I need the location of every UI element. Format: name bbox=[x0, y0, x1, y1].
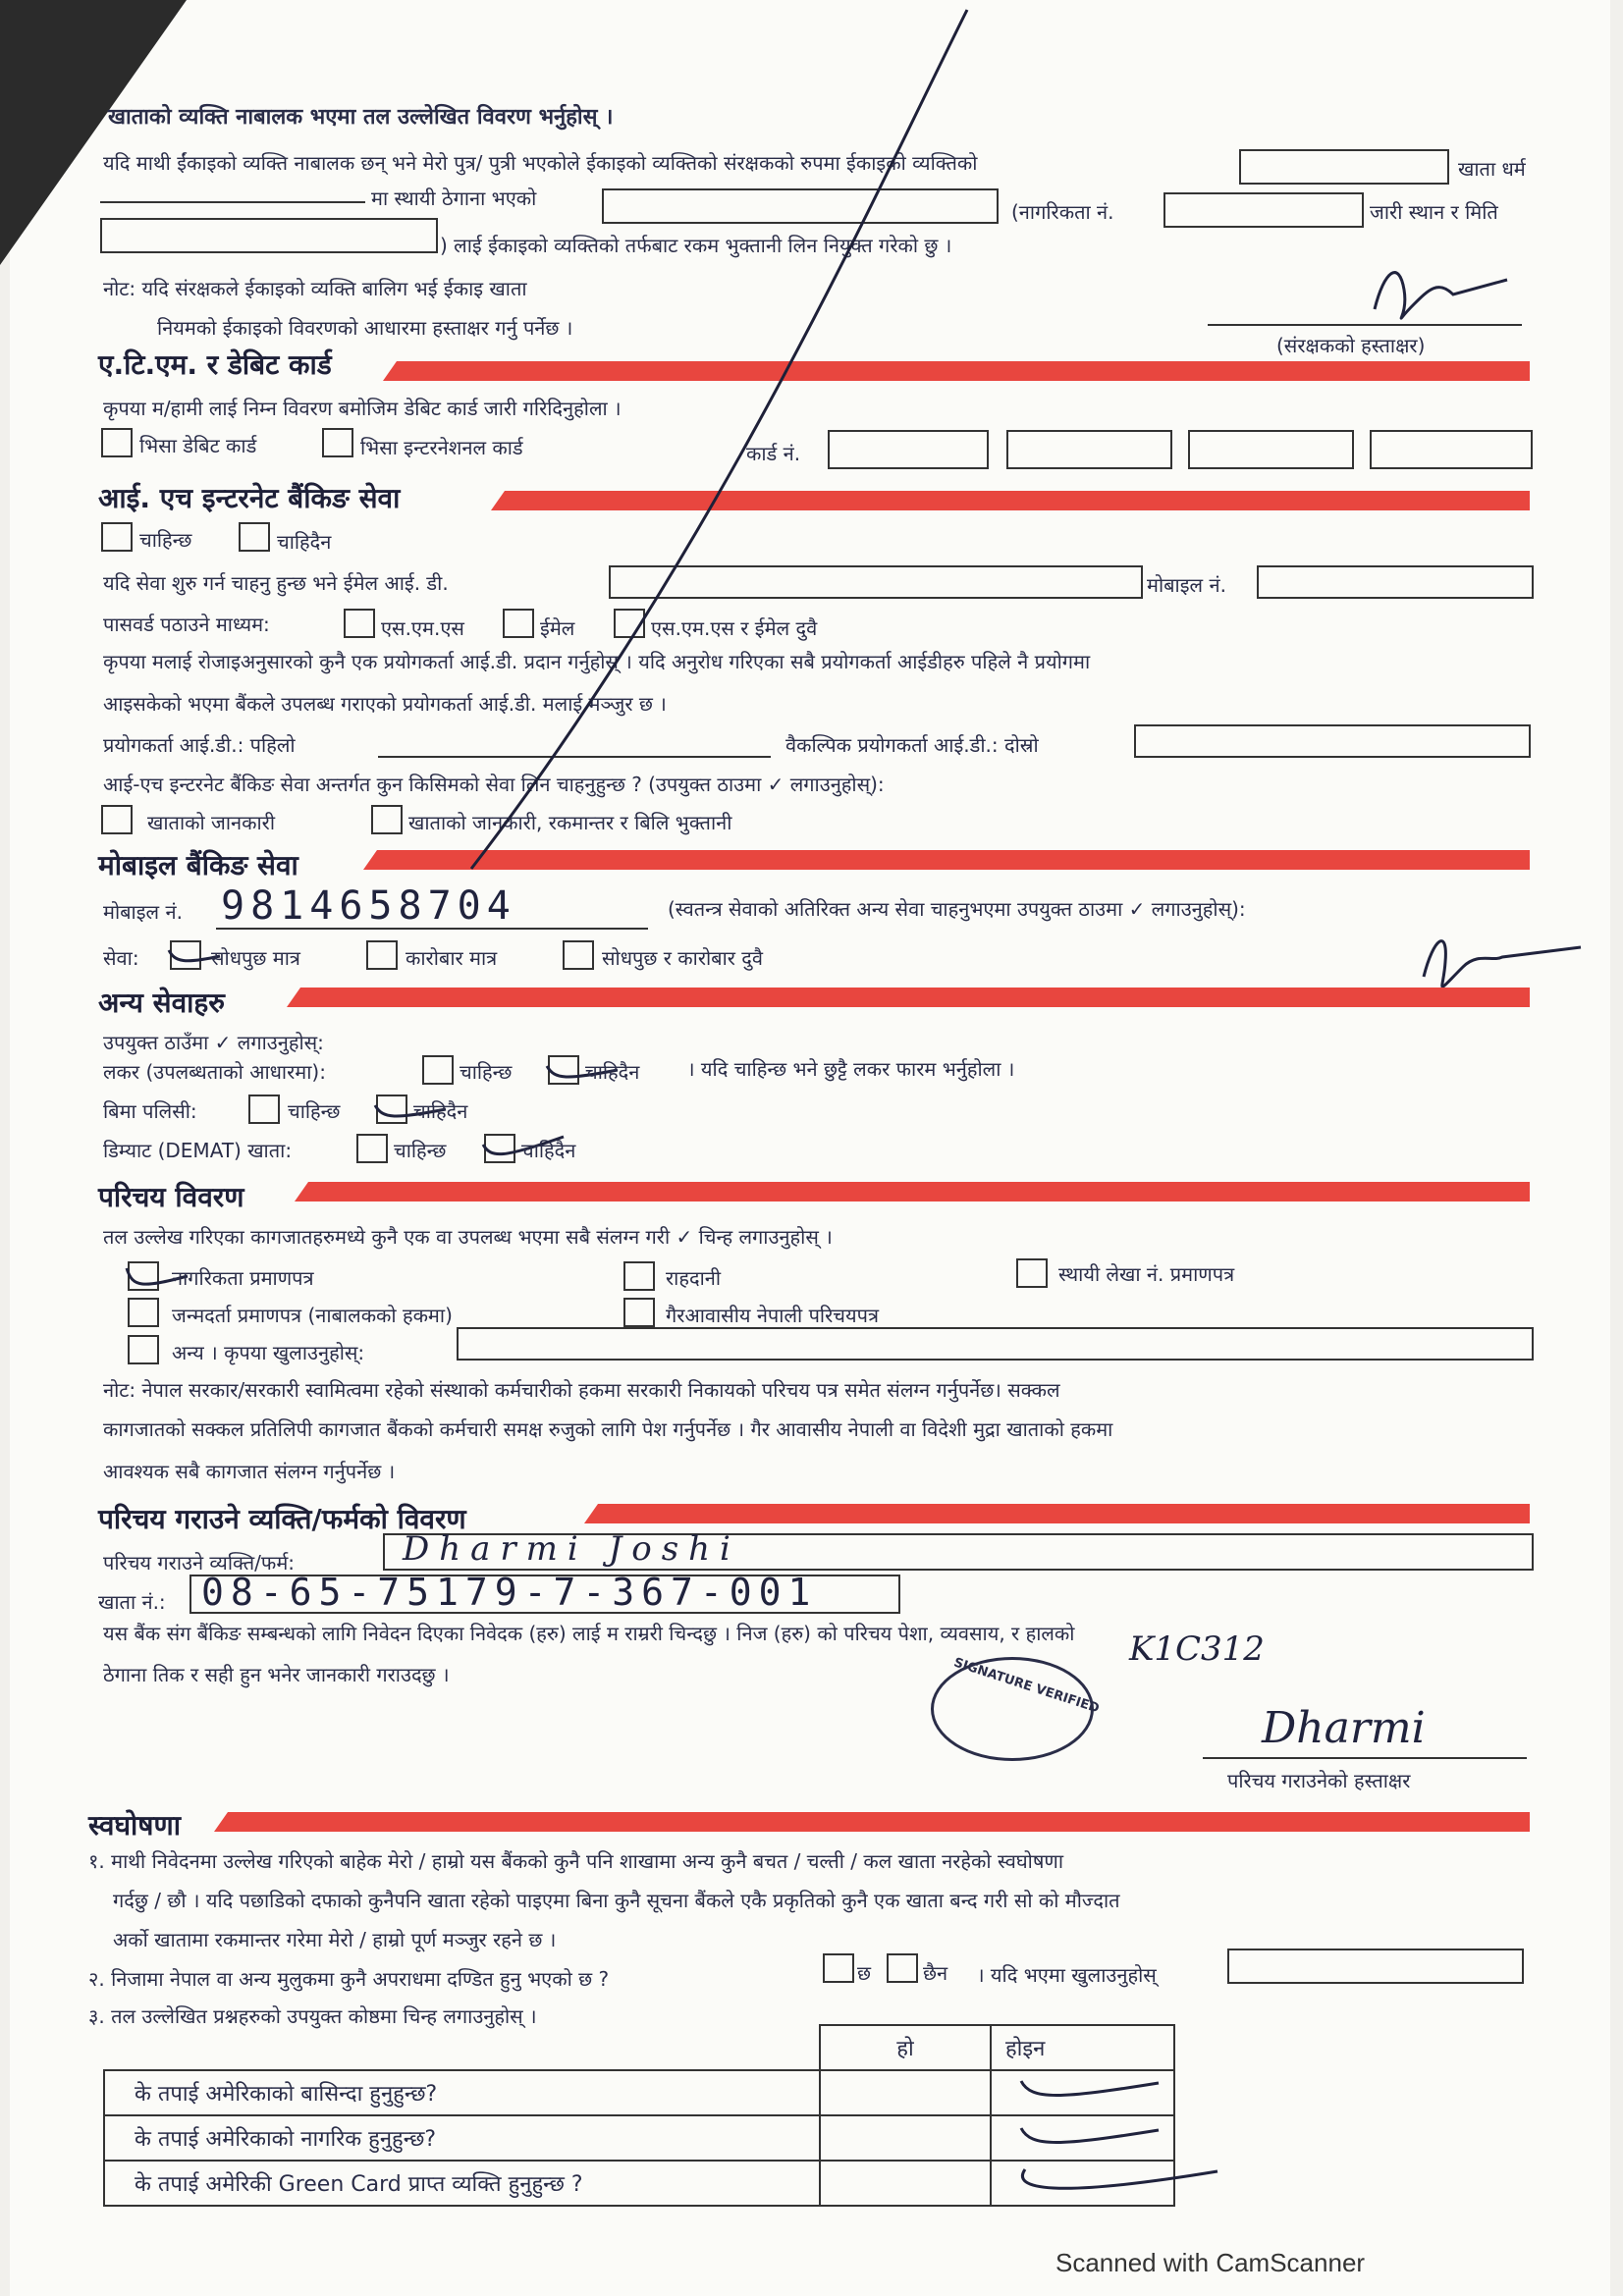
declaration-section-bar bbox=[214, 1812, 1530, 1832]
svc-info-checkbox[interactable] bbox=[101, 805, 133, 834]
demat-yes-checkbox[interactable] bbox=[356, 1134, 388, 1163]
decl-p3: ३. तल उल्लेखित प्रश्नहरुको उपयुक्त कोष्ठमा चिन्ह लगाउनुहोस् । bbox=[88, 2004, 537, 2028]
introducer-sign-label: परिचय गराउनेको हस्ताक्षर bbox=[1227, 1769, 1411, 1792]
introducer-acct-label: खाता नं.: bbox=[98, 1590, 166, 1614]
minor-line2-end1: (नागरिकता नं. bbox=[1011, 200, 1114, 224]
decl-p1a: १. माथी निवेदनमा उल्लेख गरिएको बाहेक मेरो / हाम्रो यस बैंकको कुनै पनि शाखामा अन्य कुनै बचत / चल्ती / कल खाता नरहेको स्वघोषणा bbox=[88, 1849, 1064, 1873]
minor-line1: यदि माथी ईंकाइको व्यक्ति नाबालक छन् भने मेरो पुत्र/ पुत्री भएकोले ईकाइको व्यक्तिको संरक्षकको रुपमा ईकाइको व्यक्तिको bbox=[103, 151, 978, 175]
introducer-section-bar bbox=[584, 1504, 1530, 1523]
doc-other-label: अन्य । कृपया खुलाउनुहोस्: bbox=[172, 1341, 365, 1364]
bima-label: बिमा पलिसी: bbox=[103, 1099, 197, 1123]
mbank-svc-label: सेवा: bbox=[103, 946, 139, 970]
crime-detail-field[interactable] bbox=[1227, 1949, 1524, 1984]
introducer-name-label: परिचय गराउने व्यक्ति/फर्म: bbox=[103, 1551, 296, 1575]
crime-yes-label: छ bbox=[857, 1961, 872, 1985]
demat-label: डिम्याट (DEMAT) खाता: bbox=[103, 1139, 293, 1162]
pwd-sms-label: एस.एम.एस bbox=[381, 616, 464, 640]
crime-yes-checkbox[interactable] bbox=[823, 1953, 854, 1983]
decl-p2: २. निजामा नेपाल वा अन्य मुलुकमा कुनै अपराधमा दण्डित हुनु भएको छ ? bbox=[88, 1967, 610, 1991]
other-section-title: अन्य सेवाहरु bbox=[98, 987, 226, 1019]
minor-note1: नोट: यदि संरक्षकले ईकाइको व्यक्ति बालिग भई ईकाइ खाता bbox=[103, 277, 527, 300]
locker-label: लकर (उपलब्धताको आधारमा): bbox=[103, 1060, 326, 1084]
introducer-desc2: ठेगाना तिक र सही हुन भनेर जानकारी गराउदछु । bbox=[103, 1663, 450, 1686]
minor-line1-end: खाता धर्म bbox=[1458, 157, 1526, 181]
visa-intl-checkbox[interactable] bbox=[322, 428, 353, 457]
identity-note3: आवश्यक सबै कागजात संलग्न गर्नुपर्नेछ । bbox=[103, 1460, 396, 1483]
crime-no-checkbox[interactable] bbox=[887, 1953, 918, 1983]
locker-note: । यदि चाहिन्छ भने छुट्टै लकर फारम भर्नुहोला । bbox=[687, 1057, 1015, 1081]
pwd-label: पासवर्ड पठाउने माध्यम: bbox=[103, 613, 270, 636]
ibank-yes-label: चाहिन्छ bbox=[139, 528, 192, 552]
stamp-text: SIGNATURE VERIFIED bbox=[951, 1655, 1102, 1717]
userid2-field[interactable] bbox=[1134, 724, 1531, 758]
fatca-no-checkmarks bbox=[1011, 2061, 1227, 2218]
ibank-mobile-field[interactable] bbox=[1257, 565, 1534, 599]
bima-no-label: चाहिदैन bbox=[413, 1099, 468, 1123]
bima-yes-label: चाहिन्छ bbox=[288, 1099, 341, 1123]
minor-heading: खाताको व्यक्ति नाबालक भएमा तल उल्लेखित विवरण भर्नुहोस् । bbox=[108, 105, 614, 130]
userid-line2: आइसकेको भएमा बैंकले उपलब्ध गराएको प्रयोगकर्ता आई.डी. मलाई मञ्जुर छ । bbox=[103, 692, 667, 716]
demat-no-label: चाहिदैन bbox=[521, 1139, 576, 1162]
fatca-col-no: होइन bbox=[991, 2025, 1174, 2070]
bima-yes-checkbox[interactable] bbox=[248, 1095, 280, 1124]
identity-instr: तल उल्लेख गरिएका कागजातहरुमध्ये कुनै एक वा उपलब्ध भएमा सबै संलग्न गरी ✓ चिन्ह लगाउनुहोस् । bbox=[103, 1225, 833, 1249]
card-no-label: कार्ड नं. bbox=[746, 442, 801, 465]
userid1-label: प्रयोगकर्ता आई.डी.: पहिलो bbox=[103, 733, 296, 757]
locker-yes-label: चाहिन्छ bbox=[460, 1060, 513, 1084]
fatca-q1: के तपाई अमेरिकाको बासिन्दा हुनुहुन्छ? bbox=[104, 2070, 820, 2115]
atm-desc: कृपया म/हामी लाई निम्न विवरण बमोजिम डेबिट कार्ड जारी गरिदिनुहोला । bbox=[103, 397, 622, 420]
fatca-q2-yes-cell[interactable] bbox=[820, 2115, 991, 2161]
identity-note2: कागजातको सक्कल प्रतिलिपी कागजात बैंकको कर्मचारी समक्ष रुजुको लागि पेश गर्नुपर्नेछ । गैर आवासीय नेपाली वा विदेशी मुद्रा खाताको हकमा bbox=[103, 1417, 1113, 1441]
identity-note1: नोट: नेपाल सरकार/सरकारी स्वामित्वमा रहेको संस्थाको कर्मचारीको हकमा सरकारी निकायको परिचय पत्र समेत संलग्न गर्नुपर्नेछ। सक्कल bbox=[103, 1378, 1060, 1402]
locker-yes-checkbox[interactable] bbox=[422, 1055, 454, 1085]
visa-intl-label: भिसा इन्टरनेशनल कार्ड bbox=[360, 436, 523, 459]
doc-other-field[interactable] bbox=[457, 1327, 1534, 1361]
mbank-both-label: सोधपुछ र कारोबार दुवै bbox=[602, 946, 764, 970]
doc-nrn-checkbox[interactable] bbox=[623, 1298, 655, 1327]
mbank-note: (स्वतन्त्र सेवाको अतिरिक्त अन्य सेवा चाहनुभएमा उपयुक्त ठाउमा ✓ लगाउनुहोस्): bbox=[668, 897, 1246, 921]
decl-p1b: गर्दछु / छौ । यदि पछाडिको दफाको कुनैपनि खाता रहेको पाइएमा बिना कुनै सूचना बैंकले एकै प्रकृतिको कुनै एक खाता बन्द गरी सो को मौज्दात bbox=[113, 1889, 1120, 1912]
mbank-mobile-label: मोबाइल नं. bbox=[103, 900, 183, 924]
doc-passport-checkbox[interactable] bbox=[623, 1261, 655, 1291]
ibank-mobile-label: मोबाइल नं. bbox=[1147, 573, 1226, 597]
locker-no-label: चाहिदैन bbox=[585, 1060, 640, 1084]
mbank-both-checkbox[interactable] bbox=[563, 940, 594, 970]
doc-passport-label: राहदानी bbox=[666, 1266, 722, 1290]
fatca-q3-yes-cell[interactable] bbox=[820, 2161, 991, 2206]
fatca-q2: के तपाई अमेरिकाको नागरिक हुनुहुन्छ? bbox=[104, 2115, 820, 2161]
svc-info-label: खाताको जानकारी bbox=[147, 811, 276, 834]
strike-through-line bbox=[461, 0, 992, 883]
ibank-yes-checkbox[interactable] bbox=[101, 522, 133, 552]
introducer-sign-line bbox=[1203, 1757, 1527, 1759]
pwd-both-label: एस.एम.एस र ईमेल दुवै bbox=[651, 616, 818, 640]
demat-yes-label: चाहिन्छ bbox=[394, 1139, 447, 1162]
doc-other-checkbox[interactable] bbox=[128, 1335, 159, 1364]
other-section-bar bbox=[287, 988, 1530, 1007]
mbank-section-title: मोबाइल बैंकिङ सेवा bbox=[98, 849, 298, 881]
mbank-mobile-line bbox=[216, 928, 648, 930]
introducer-acct-value: 08-65-75179-7-367-001 bbox=[201, 1571, 818, 1614]
scanner-watermark: Scanned with CamScanner bbox=[1055, 2248, 1366, 2277]
guardian-sign-label: (संरक्षकको हस्ताक्षर) bbox=[1276, 334, 1426, 357]
mbank-txn-checkbox[interactable] bbox=[366, 940, 398, 970]
doc-birth-checkbox[interactable] bbox=[128, 1298, 159, 1327]
minor-note2: नियमको ईकाइको विवरणको आधारमा हस्ताक्षर गर्नु पर्नेछ । bbox=[157, 316, 573, 340]
guardian-citizenship-field[interactable] bbox=[1163, 192, 1364, 228]
decl-p1c: अर्को खातामा रकमान्तर गरेमा मेरो / हाम्रो पूर्ण मञ्जुर रहने छ । bbox=[113, 1928, 557, 1951]
visa-debit-label: भिसा डेबिट कार्ड bbox=[139, 434, 257, 457]
fatca-q1-yes-cell[interactable] bbox=[820, 2070, 991, 2115]
introducer-desc1: यस बैंक संग बैंकिङ सम्बन्धको लागि निवेदन दिएका निवेदक (हरु) लाई म राम्ररी चिन्दछु । निज (हरु) को परिचय पेशा, व्यवसाय, र हालको bbox=[103, 1622, 1075, 1645]
pwd-sms-checkbox[interactable] bbox=[344, 609, 375, 638]
declaration-section-title: स्वघोषणा bbox=[88, 1809, 181, 1842]
crime-no-label: छैन bbox=[923, 1961, 948, 1985]
guardian-issue-field[interactable] bbox=[100, 218, 438, 253]
visa-debit-checkbox[interactable] bbox=[101, 428, 133, 457]
mbank-txn-label: कारोबार मात्र bbox=[406, 946, 498, 970]
signature-verified-stamp bbox=[931, 1657, 1094, 1761]
minor-line2-end2: जारी स्थान र मिति bbox=[1370, 200, 1498, 224]
introducer-name-value: Dharmi Joshi bbox=[403, 1529, 740, 1569]
mbank-mobile-value[interactable]: 9814658704 bbox=[221, 883, 516, 929]
doc-pan-label: स्थायी लेखा नं. प्रमाणपत्र bbox=[1058, 1262, 1235, 1286]
identity-section-bar bbox=[295, 1182, 1530, 1201]
minor-line2-mid: मा स्थायी ठेगाना भएको bbox=[371, 187, 537, 210]
ibank-no-label: चाहिदैन bbox=[277, 530, 332, 554]
doc-pan-checkbox[interactable] bbox=[1016, 1258, 1048, 1288]
introducer-handwritten-code: K1C312 bbox=[1129, 1629, 1265, 1669]
svc-full-label: खाताको जानकारी, रकमान्तर र बिलि भुक्तानी bbox=[408, 811, 732, 834]
minor-line3: ) लाई ईकाइको व्यक्तिको तर्फबाट रकम भुक्तानी लिन नियुक्त गरेको छु । bbox=[440, 234, 952, 257]
introducer-section-title: परिचय गराउने व्यक्ति/फर्मको विवरण bbox=[98, 1503, 466, 1535]
svc-full-checkbox[interactable] bbox=[371, 805, 403, 834]
minor-name-field[interactable] bbox=[1239, 149, 1449, 185]
atm-section-title: ए.टि.एम. र डेबिट कार्ड bbox=[98, 348, 332, 381]
identity-section-title: परिचय विवरण bbox=[98, 1181, 244, 1213]
fatca-q3: के तपाई अमेरिकी Green Card प्राप्त व्यक्ति हुनुहुन्छ ? bbox=[104, 2161, 820, 2206]
other-instr: उपयुक्त ठाउँमा ✓ लगाउनुहोस्: bbox=[103, 1031, 324, 1054]
doc-citizenship-label: नागरिकता प्रमाणपत्र bbox=[172, 1266, 314, 1290]
userid-line1: कृपया मलाई रोजाइअनुसारको कुनै एक प्रयोगकर्ता आई.डी. प्रदान गर्नुहोस् । यदि अनुरोध गरिएका सबै प्रयोगकर्ता आईडीहरु पहिले नै प्रयोगमा bbox=[103, 650, 1091, 673]
doc-birth-label: जन्मदर्ता प्रमाणपत्र (नाबालकको हकमा) bbox=[172, 1304, 453, 1327]
pwd-email-label: ईमेल bbox=[540, 616, 575, 640]
crime-tail: । यदि भएमा खुलाउनुहोस् bbox=[977, 1963, 1157, 1987]
doc-nrn-label: गैरआवासीय नेपाली परिचयपत्र bbox=[666, 1304, 879, 1327]
ibank-service-question: आई-एच इन्टरनेट बैंकिङ सेवा अन्तर्गत कुन किसिमको सेवा लिन चाहनुहुन्छ ? (उपयुक्त ठाउमा ✓ लगाउनुहोस्): bbox=[103, 773, 885, 796]
userid2-label: वैकल्पिक प्रयोगकर्ता आई.डी.: दोस्रो bbox=[785, 733, 1039, 757]
guardian-sign-line bbox=[1208, 324, 1522, 326]
introducer-signature: Dharmi bbox=[1262, 1703, 1426, 1753]
fatca-col-yes: हो bbox=[820, 2025, 991, 2070]
ibank-section-title: आई. एच इन्टरनेट बैंकिङ सेवा bbox=[98, 482, 401, 514]
mbank-inquiry-label: सोधपुछ मात्र bbox=[211, 946, 300, 970]
guardian-name-line[interactable] bbox=[100, 201, 365, 203]
email-label: यदि सेवा शुरु गर्न चाहनु हुन्छ भने ईमेल आई. डी. bbox=[103, 571, 449, 595]
ibank-no-checkbox[interactable] bbox=[239, 522, 270, 552]
